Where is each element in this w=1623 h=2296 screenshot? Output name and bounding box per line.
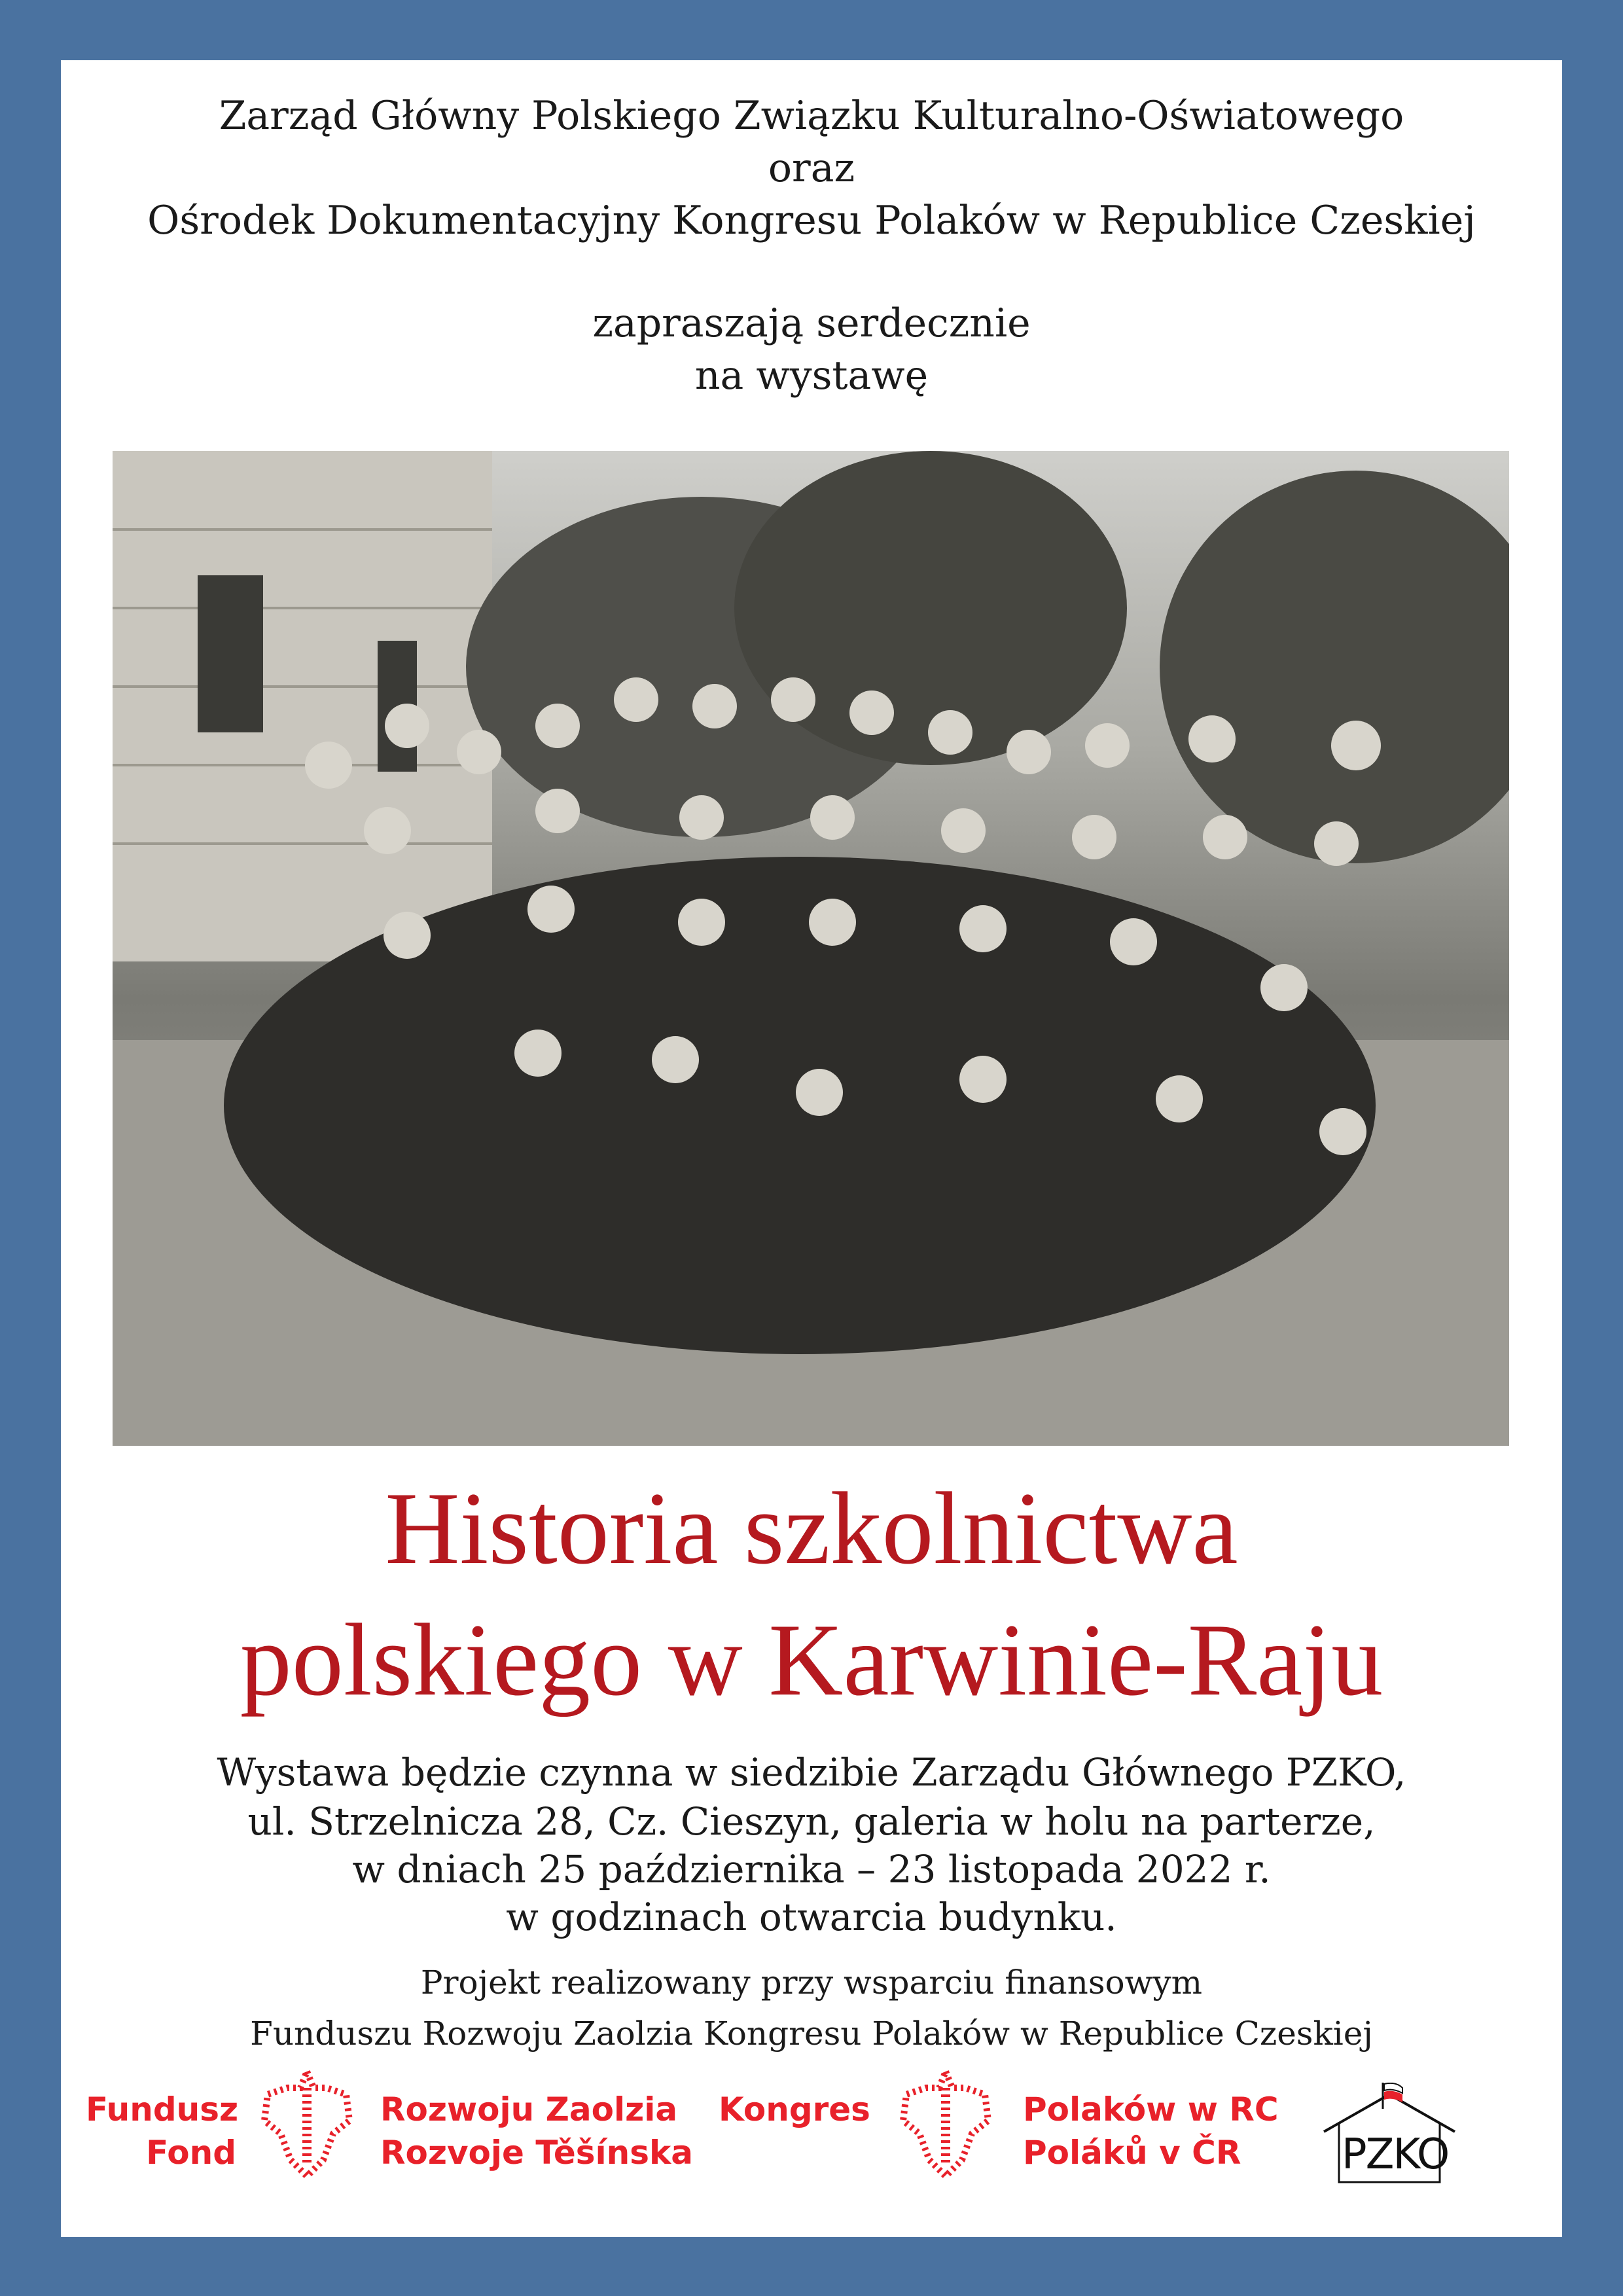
fund-logo-text-2: Fond <box>146 2134 236 2172</box>
poster <box>61 60 1562 2237</box>
invite-line-1: zapraszają serdecznie <box>592 300 1031 346</box>
pzko-logo <box>1321 2083 1458 2187</box>
details-line-1: Wystawa będzie czynna w siedzibie Zarządu Głównego PZKO, <box>217 1750 1406 1795</box>
kongres-logo-text-1: Kongres <box>719 2090 870 2128</box>
kongres-logo-text-3: Poláků v ČR <box>1023 2134 1241 2172</box>
polish-eagle-icon <box>261 2068 353 2179</box>
exhibition-title-line-2: polskiego w Karwinie-Raju <box>240 1603 1383 1717</box>
fund-logo-text-4: Rozvoje Těšínska <box>380 2134 693 2172</box>
organizer-line-3: Ośrodek Dokumentacyjny Kongresu Polaków w Republice Czeskiej <box>147 198 1476 243</box>
kongres-logo-text-2: Polaków w RC <box>1023 2090 1279 2128</box>
fund-logo-text-1: Fundusz <box>86 2090 239 2128</box>
historical-class-photo <box>113 451 1509 1446</box>
invite-line-2: na wystawę <box>694 353 929 399</box>
details-line-3: w dniach 25 października – 23 listopada 2022 r. <box>352 1847 1271 1892</box>
support-line-1: Projekt realizowany przy wsparciu finansowym <box>420 1964 1203 2001</box>
support-line-2: Funduszu Rozwoju Zaolzia Kongresu Polaków w Republice Czeskiej <box>250 2015 1373 2053</box>
fund-logo-text-3: Rozwoju Zaolzia <box>380 2090 678 2128</box>
organizer-line-1: Zarząd Główny Polskiego Związku Kulturalno-Oświatowego <box>219 93 1404 139</box>
exhibition-title-line-1: Historia szkolnictwa <box>385 1471 1238 1586</box>
details-line-2: ul. Strzelnicza 28, Cz. Cieszyn, galeria w holu na parterze, <box>247 1799 1376 1844</box>
details-line-4: w godzinach otwarcia budynku. <box>506 1895 1117 1939</box>
pzko-logo-text: PZKO <box>1342 2130 1449 2179</box>
polish-eagle-icon <box>900 2068 991 2179</box>
organizer-line-2: oraz <box>768 145 855 191</box>
